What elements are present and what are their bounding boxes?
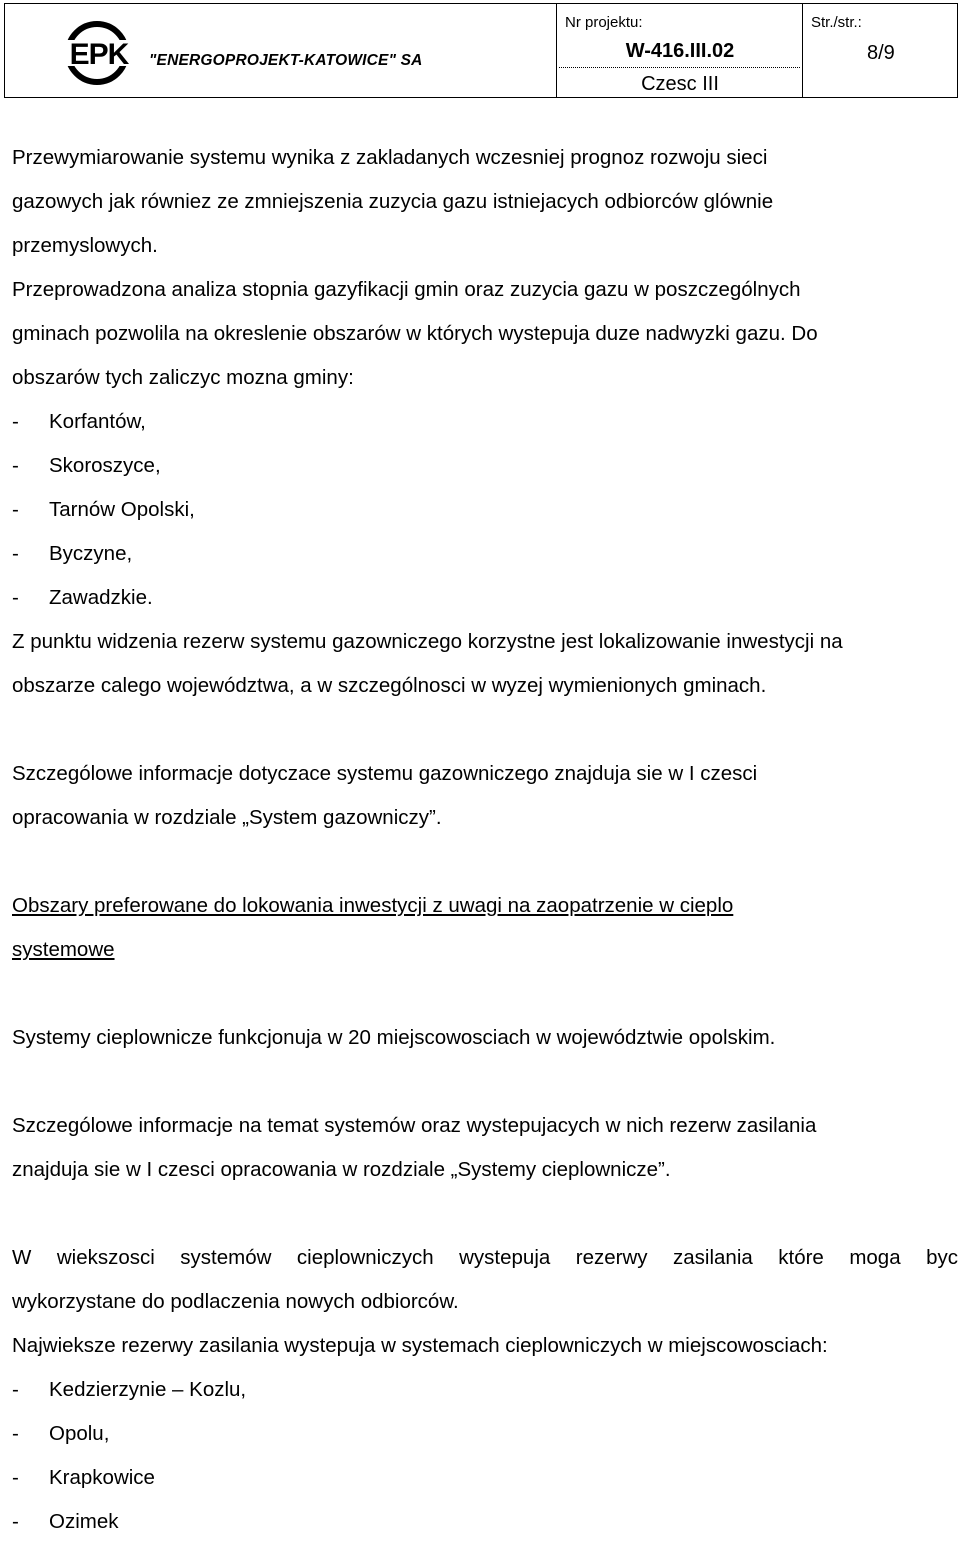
paragraph-line: Przeprowadzona analiza stopnia gazyfikacji gmin oraz zuzycia gazu w poszczególnych xyxy=(12,278,801,301)
paragraph-line: obszarze calego województwa, a w szczególnosci w wyzej wymienionych gminach. xyxy=(12,674,767,697)
paragraph-line: Szczególowe informacje dotyczace systemu gazowniczego znajduja sie w I czesci xyxy=(12,762,758,785)
project-label: Nr projektu: xyxy=(565,14,643,31)
list-item: - Tarnów Opolski, xyxy=(12,498,195,521)
list-item: - Skoroszyce, xyxy=(12,454,161,477)
list-item: - Kedzierzynie – Kozlu, xyxy=(12,1378,247,1401)
epk-logo xyxy=(57,20,141,86)
list-item: - Zawadzkie. xyxy=(12,586,153,609)
list-item: - Korfantów, xyxy=(12,410,146,433)
list-item: - Ozimek xyxy=(12,1510,119,1533)
company-name: "ENERGOPROJEKT-KATOWICE" SA xyxy=(149,52,423,69)
paragraph-line: Przewymiarowanie systemu wynika z zakladanych wczesniej prognoz rozwoju sieci xyxy=(12,146,768,169)
paragraph-line: Szczególowe informacje na temat systemów oraz wystepujacych w nich rezerw zasilania xyxy=(12,1114,817,1137)
section-heading: systemowe xyxy=(12,938,115,961)
header-project-cell xyxy=(557,4,803,97)
paragraph-line: W wiekszosci systemów cieplowniczych wystepuja rezerwy zasilania które moga byc xyxy=(12,1246,958,1269)
list-item: - Byczyne, xyxy=(12,542,133,565)
project-number: W-416.III.02 xyxy=(625,40,735,62)
list-item: - Krapkowice xyxy=(12,1466,155,1489)
paragraph-line: wykorzystane do podlaczenia nowych odbiorców. xyxy=(12,1290,459,1313)
paragraph-line: Systemy cieplownicze funkcjonuja w 20 miejscowosciach w województwie opolskim. xyxy=(12,1026,776,1049)
list-item: - Opolu, xyxy=(12,1422,110,1445)
header-company-cell xyxy=(5,4,557,97)
paragraph-line: Najwieksze rezerwy zasilania wystepuja w systemach cieplowniczych w miejscowosciach: xyxy=(12,1334,828,1357)
page-number: 8/9 xyxy=(867,42,895,64)
paragraph-line: gminach pozwolila na okreslenie obszarów w których wystepuja duze nadwyzki gazu. Do xyxy=(12,322,818,345)
paragraph-line: przemyslowych. xyxy=(12,234,158,257)
section-heading: Obszary preferowane do lokowania inwestycji z uwagi na zaopatrzenie w cieplo xyxy=(12,894,734,917)
page-label: Str./str.: xyxy=(811,14,862,31)
project-part: Czesc III xyxy=(641,73,719,95)
paragraph-line: znajduja sie w I czesci opracowania w rozdziale „Systemy cieplownicze”. xyxy=(12,1158,671,1181)
paragraph-line: opracowania w rozdziale „System gazowniczy”. xyxy=(12,806,442,829)
paragraph-line: Z punktu widzenia rezerw systemu gazowniczego korzystne jest lokalizowanie inwestycji na xyxy=(12,630,843,653)
dotted-divider xyxy=(559,67,800,68)
paragraph-line: gazowych jak równiez ze zmniejszenia zuzycia gazu istniejacych odbiorców glównie xyxy=(12,190,774,213)
paragraph-line: obszarów tych zaliczyc mozna gminy: xyxy=(12,366,354,389)
header-page-cell xyxy=(803,4,957,97)
page-header xyxy=(4,3,958,98)
svg-text:EPK: EPK xyxy=(69,38,129,71)
